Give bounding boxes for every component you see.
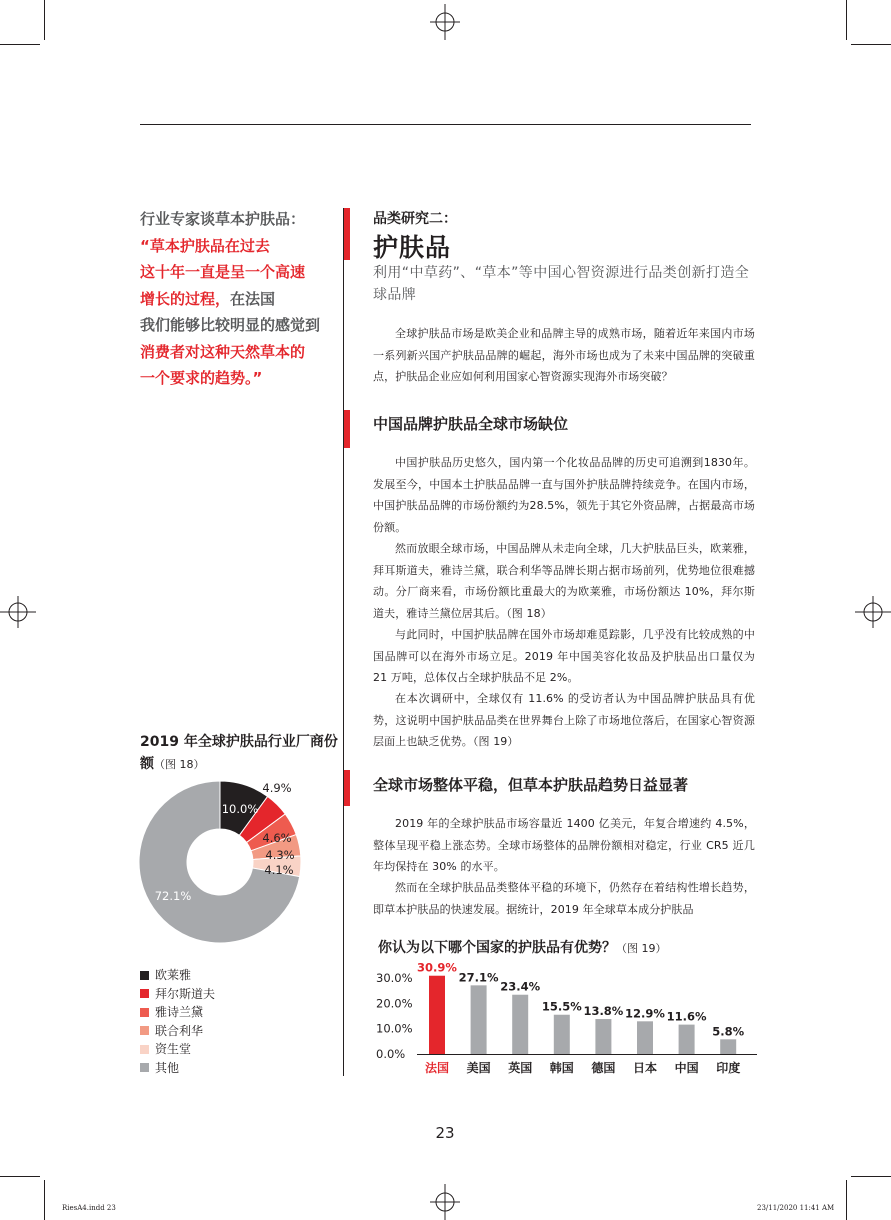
pie-value-label: 4.3%: [265, 848, 295, 862]
intro-paragraph: 全球护肤品市场是欧美企业和品牌主导的成熟市场，随着近年来国内市场一系列新兴国产护肤品品牌的崛起，海外市场也成为了未来中国品牌的突破重点，护肤品企业应如何利用国家心智资源实现海外市场突破？: [373, 327, 755, 384]
x-category-label: 英国: [508, 1061, 533, 1075]
legend-swatch: [140, 971, 149, 980]
crop-mark: [846, 0, 847, 40]
pie-value-label: 72.1%: [154, 889, 192, 903]
body-paragraph: 然而放眼全球市场，中国品牌从未走向全球，几大护肤品巨头，欧莱雅，拜耳斯道夫，雅诗兰黛，联合利华等品牌长期占据市场前列，优势地位很难撼动。分厂商来看，市场份额比重最大的为欧莱雅，市场份额达 10%，拜尔斯道夫，雅诗兰黛位居其后。（图 18）: [373, 542, 755, 620]
quote-lead: 行业专家谈草本护肤品：: [140, 210, 306, 228]
bar-chart-title: [378, 937, 667, 957]
bar-value-label: 27.1%: [458, 970, 499, 985]
legend-label: 欧莱雅: [155, 968, 192, 982]
body-paragraph: 在本次调研中，全球仅有 11.6% 的受访者认为中国品牌护肤品具有优势，这说明中国护肤品品类在世界舞台上除了市场地位落后，在国家心智资源层面上也缺乏优势。（图 19）: [373, 692, 755, 749]
pie-value-label: 10.0%: [221, 802, 259, 816]
pie-title-text: 2019 年全球护肤品行业厂商份额: [140, 734, 338, 772]
bar: [512, 995, 528, 1054]
figure-ref: （图 19）: [616, 942, 667, 955]
market-share-pie-chart: [130, 775, 330, 960]
bar-value-label: 15.5%: [541, 999, 582, 1014]
y-tick-label: 0.0%: [376, 1047, 406, 1061]
column-rule: [343, 208, 344, 1076]
quote-line: 消费者对这种天然草本的: [140, 342, 306, 361]
pie-legend: [140, 966, 215, 1077]
bar-value-label: 23.4%: [500, 979, 541, 994]
body-paragraph: 与此同时，中国护肤品牌在国外市场却难觅踪影，几乎没有比较成熟的中国品牌可以在海外市场立足。2019 年中国美容化妆品及护肤品出口量仅为 21 万吨，总体仅占全球护肤品不足 2%。: [373, 628, 755, 685]
bar-value-label: 11.6%: [666, 1009, 707, 1024]
legend-item: [140, 985, 215, 1004]
bar: [595, 1019, 611, 1054]
page-subtitle: 利用“中草药”、“草本”等中国心智资源进行品类创新打造全球品牌: [373, 265, 750, 303]
legend-label: 雅诗兰黛: [155, 1005, 204, 1019]
quote-line: “草本护肤品在过去: [140, 236, 270, 255]
x-category-label: 德国: [591, 1061, 616, 1075]
section-accent-bar: [344, 770, 350, 806]
legend-label: 联合利华: [155, 1023, 204, 1038]
bar-title-text: 你认为以下哪个国家的护肤品有优势？: [378, 940, 616, 956]
expert-quote: [140, 206, 340, 392]
legend-item: [140, 966, 215, 985]
pie-chart-title: [140, 731, 340, 776]
y-tick-label: 10.0%: [376, 1021, 413, 1036]
bar-value-label: 12.9%: [625, 1006, 665, 1021]
bar: [429, 976, 445, 1054]
body-paragraph: 然而在全球护肤品品类整体平稳的环境下，仍然存在着结构性增长趋势，即草本护肤品的快速发展。据统计，2019 年全球草本成分护肤品: [373, 881, 755, 916]
crop-mark: [0, 44, 40, 45]
bar-value-label: 13.8%: [583, 1004, 624, 1019]
bar-value-label: 5.8%: [712, 1024, 745, 1039]
registration-mark-bottom: [420, 1184, 470, 1220]
crop-mark: [0, 1176, 40, 1177]
figure-ref: （图 18）: [154, 758, 205, 771]
registration-mark-top: [420, 4, 470, 40]
quote-line: 增长的过程，: [140, 289, 231, 308]
y-tick-label: 20.0%: [376, 996, 413, 1011]
body-paragraph: 中国护肤品历史悠久，国内第一个化妆品品牌的历史可追溯到1830年。发展至今，中国本土护肤品品牌一直与国外护肤品牌持续竞争。在国内市场，中国护肤品品牌的市场份额约为28.5%，领先于其它外资品牌，占据最高市场份额。: [373, 456, 755, 534]
x-category-label: 日本: [632, 1061, 658, 1075]
slug-left: RiesA4.indd 23: [62, 1204, 116, 1212]
legend-label: 其他: [155, 1060, 180, 1075]
bar: [720, 1039, 736, 1054]
legend-label: 拜尔斯道夫: [155, 986, 216, 1001]
bar: [637, 1021, 653, 1054]
bar: [471, 985, 487, 1054]
registration-mark-right: [851, 592, 891, 632]
crop-mark: [44, 0, 45, 40]
section-heading: 中国品牌护肤品全球市场缺位: [373, 415, 569, 433]
legend-item: [140, 1059, 215, 1078]
legend-item: [140, 1022, 215, 1041]
bar: [554, 1015, 570, 1054]
x-category-label: 法国: [424, 1061, 450, 1075]
page-number: 23: [435, 1124, 455, 1142]
pie-value-label: 4.1%: [264, 863, 294, 877]
x-category-label: 美国: [466, 1061, 491, 1075]
slug-right: 23/11/2020 11:41 AM: [757, 1204, 835, 1212]
y-tick-label: 30.0%: [376, 971, 413, 985]
legend-swatch: [140, 1045, 149, 1054]
country-advantage-bar-chart: [372, 955, 762, 1085]
body-paragraph: 2019 年的全球护肤品市场容量近 1400 亿美元，年复合增速约 4.5%，整体呈现平稳上涨态势。全球市场整体的品牌份额相对稳定，行业 CR5 近几年均保持在 30% 的水平。: [373, 817, 755, 874]
pie-value-label: 4.9%: [262, 781, 292, 795]
legend-item: [140, 1003, 215, 1022]
page-title: 护肤品: [373, 233, 452, 262]
quote-line: 在法国: [230, 289, 276, 308]
bar-value-label: 30.9%: [417, 960, 457, 975]
pie-value-label: 4.6%: [262, 831, 292, 845]
legend-item: [140, 1040, 215, 1059]
quote-line: 一个要求的趋势。”: [140, 369, 263, 387]
legend-swatch: [140, 1063, 149, 1072]
x-category-label: 韩国: [549, 1061, 574, 1075]
crop-mark: [851, 1176, 891, 1177]
crop-mark: [846, 1180, 847, 1220]
header-rule: [140, 124, 751, 125]
x-category-label: 印度: [716, 1061, 741, 1075]
x-category-label: 中国: [674, 1061, 699, 1075]
section-heading: 全球市场整体平稳，但草本护肤品趋势日益显著: [373, 776, 689, 794]
legend-swatch: [140, 1026, 149, 1035]
legend-swatch: [140, 989, 149, 998]
crop-mark: [851, 44, 891, 45]
section-accent-bar: [344, 208, 350, 260]
registration-mark-left: [0, 592, 40, 632]
legend-swatch: [140, 1008, 149, 1017]
quote-line: 我们能够比较明显的感觉到: [140, 316, 321, 334]
bar: [679, 1025, 695, 1054]
legend-label: 资生堂: [155, 1042, 192, 1056]
quote-line: 这十年一直是呈一个高速: [140, 263, 306, 281]
category-kicker: 品类研究二：: [373, 211, 457, 227]
section-accent-bar: [344, 410, 350, 448]
crop-mark: [44, 1180, 45, 1220]
